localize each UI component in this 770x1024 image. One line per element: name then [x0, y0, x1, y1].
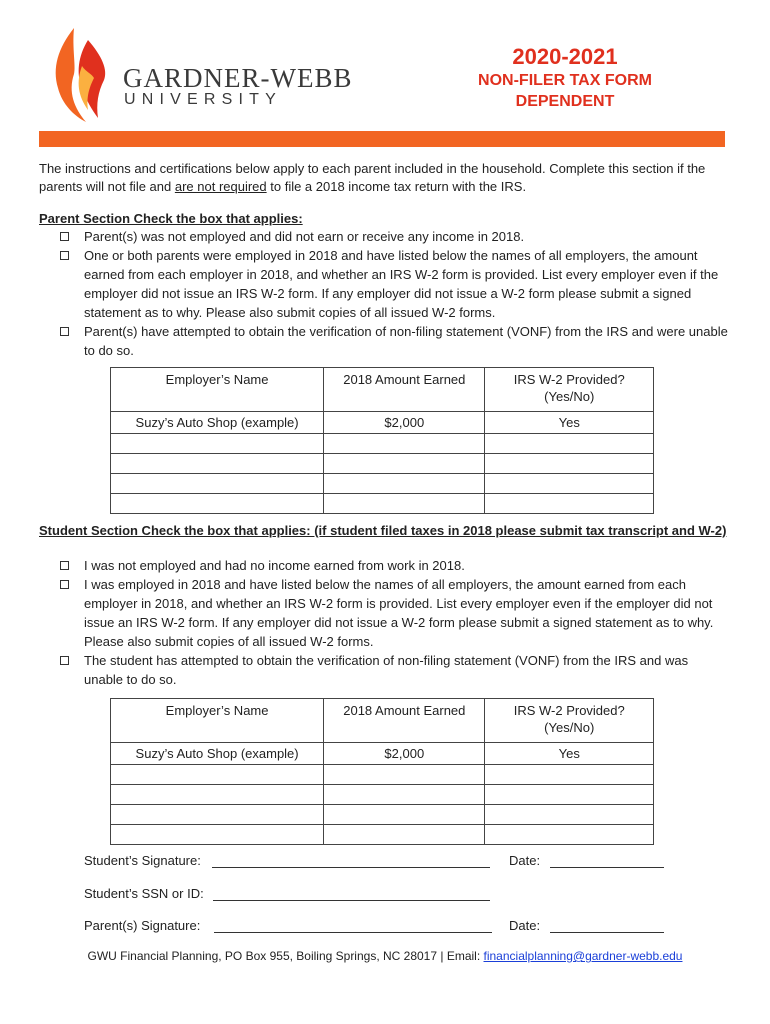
- student-signature-label: Student’s Signature:: [84, 853, 201, 868]
- parent-date-field[interactable]: [550, 918, 664, 933]
- parent-signature-field[interactable]: [214, 918, 492, 933]
- table-cell[interactable]: [111, 474, 324, 494]
- form-title: [440, 70, 690, 112]
- column-header: IRS W-2 Provided? (Yes/No): [485, 699, 654, 743]
- parent-employer-table: [110, 367, 654, 514]
- table-cell[interactable]: [111, 765, 324, 785]
- logo-name: GARDNER-WEBB: [123, 63, 353, 93]
- parent-option-2[interactable]: [60, 246, 730, 322]
- university-logo: [52, 26, 352, 124]
- table-cell[interactable]: [111, 454, 324, 474]
- table-cell: $2,000: [324, 743, 485, 765]
- table-cell[interactable]: [485, 825, 654, 845]
- checkbox[interactable]: [60, 561, 69, 570]
- student-option-3[interactable]: [60, 651, 730, 689]
- table-cell[interactable]: [324, 825, 485, 845]
- checkbox[interactable]: [60, 327, 69, 336]
- table-row[interactable]: [111, 785, 654, 805]
- table-row[interactable]: [111, 434, 654, 454]
- intro-paragraph: [39, 160, 729, 196]
- option-label: I was not employed and had no income earned from work in 2018.: [84, 558, 465, 573]
- table-cell[interactable]: [485, 474, 654, 494]
- table-row[interactable]: [111, 765, 654, 785]
- date-label: Date:: [509, 918, 541, 933]
- footer: [0, 949, 770, 963]
- parent-signature-label: Parent(s) Signature:: [84, 918, 201, 933]
- student-section-heading: Student Section Check the box that applies: (if student filed taxes in 2018 please submit tax transcript and W-2): [39, 523, 727, 538]
- parent-option-1[interactable]: [60, 227, 730, 246]
- parent-option-3[interactable]: [60, 322, 730, 360]
- checkbox[interactable]: [60, 656, 69, 665]
- table-cell[interactable]: [324, 474, 485, 494]
- table-cell[interactable]: [324, 805, 485, 825]
- intro-underlined: are not required: [174, 179, 267, 194]
- table-cell[interactable]: [485, 805, 654, 825]
- flame-icon: [52, 26, 114, 124]
- table-row[interactable]: [111, 805, 654, 825]
- email-link[interactable]: financialplanning@gardner-webb.edu: [483, 949, 683, 963]
- checkbox[interactable]: [60, 251, 69, 260]
- table-header-row: [111, 699, 654, 743]
- student-option-2[interactable]: [60, 575, 730, 651]
- table-cell[interactable]: [324, 434, 485, 454]
- table-header-row: [111, 368, 654, 412]
- student-ssn-row: [84, 886, 490, 901]
- table-cell[interactable]: [111, 434, 324, 454]
- student-date-row: [509, 853, 664, 868]
- table-cell[interactable]: [485, 765, 654, 785]
- option-label: Parent(s) have attempted to obtain the verification of non-filing statement (VONF) from the IRS and were unable to do so.: [84, 324, 728, 358]
- table-cell[interactable]: [324, 494, 485, 514]
- parent-signature-row: [84, 918, 492, 933]
- table-row: [111, 412, 654, 434]
- parent-options: [60, 227, 730, 360]
- table-cell[interactable]: [111, 494, 324, 514]
- form-year: 2020-2021: [512, 44, 618, 69]
- option-label: One or both parents were employed in 2018 and have listed below the names of all employers, the amount earned from each employer in 2018, and whether an IRS W-2 form is provided. List every employer even if the employer did not issue an IRS W-2 form. If any employer did not issue a W-2 form please submit a signed statement as to why. Please also submit copies of all issued W-2 forms.: [84, 248, 719, 320]
- table-row[interactable]: [111, 454, 654, 474]
- student-employer-table: [110, 698, 654, 845]
- table-row[interactable]: [111, 474, 654, 494]
- table-cell[interactable]: [324, 765, 485, 785]
- student-ssn-field[interactable]: [213, 886, 490, 901]
- table-row[interactable]: [111, 494, 654, 514]
- student-ssn-label: Student’s SSN or ID:: [84, 886, 204, 901]
- intro-text-end: to file a 2018 income tax return with the IRS.: [266, 179, 527, 194]
- form-title-line1: NON-FILER TAX FORM: [478, 72, 652, 89]
- logo-subtitle: UNIVERSITY: [124, 91, 283, 108]
- option-label: The student has attempted to obtain the verification of non-filing statement (VONF) from the IRS and was unable to do so.: [84, 653, 689, 687]
- table-cell[interactable]: [485, 434, 654, 454]
- date-label: Date:: [509, 853, 541, 868]
- table-cell[interactable]: [111, 805, 324, 825]
- student-option-1[interactable]: [60, 556, 730, 575]
- column-header: Employer’s Name: [111, 699, 324, 743]
- student-signature-field[interactable]: [212, 853, 490, 868]
- option-label: I was employed in 2018 and have listed below the names of all employers, the amount earned from each employer in 2018, and whether an IRS W-2 form is provided. List every employer even if the employer did not issue an IRS W-2 form. If any employer did not issue a W-2 form please submit a signed statement as to why. Please also submit copies of all issued W-2 forms.: [84, 577, 714, 649]
- table-cell[interactable]: [485, 454, 654, 474]
- table-cell: Suzy’s Auto Shop (example): [111, 743, 324, 765]
- table-row[interactable]: [111, 825, 654, 845]
- table-cell: Yes: [485, 412, 654, 434]
- table-cell[interactable]: [111, 785, 324, 805]
- column-header: IRS W-2 Provided? (Yes/No): [485, 368, 654, 412]
- column-header: Employer’s Name: [111, 368, 324, 412]
- table-cell[interactable]: [324, 454, 485, 474]
- header-divider: [39, 131, 725, 147]
- table-cell: Yes: [485, 743, 654, 765]
- table-cell[interactable]: [485, 785, 654, 805]
- column-header: 2018 Amount Earned: [324, 368, 485, 412]
- table-cell[interactable]: [324, 785, 485, 805]
- table-cell: Suzy’s Auto Shop (example): [111, 412, 324, 434]
- footer-text: GWU Financial Planning, PO Box 955, Boiling Springs, NC 28017 | Email:: [87, 949, 484, 963]
- student-date-field[interactable]: [550, 853, 664, 868]
- column-header: 2018 Amount Earned: [324, 699, 485, 743]
- parent-section-heading: Parent Section Check the box that applies:: [39, 211, 303, 226]
- table-cell[interactable]: [485, 494, 654, 514]
- student-options: [60, 556, 730, 689]
- table-row: [111, 743, 654, 765]
- intro-text: The instructions and certifications below apply to each parent included in the household. Complete this section if the parents will not file and: [39, 161, 706, 194]
- parent-date-row: [509, 918, 664, 933]
- checkbox[interactable]: [60, 580, 69, 589]
- table-cell: $2,000: [324, 412, 485, 434]
- table-cell[interactable]: [111, 825, 324, 845]
- student-signature-row: [84, 853, 490, 868]
- form-title-line2: DEPENDENT: [515, 93, 615, 110]
- checkbox[interactable]: [60, 232, 69, 241]
- option-label: Parent(s) was not employed and did not earn or receive any income in 2018.: [84, 229, 525, 244]
